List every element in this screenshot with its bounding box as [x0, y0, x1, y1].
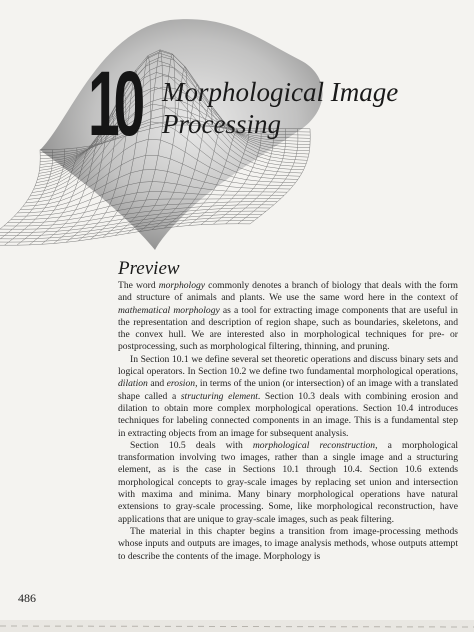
- text-run: In Section 10.1 we define several set theoretic operations and discuss binary sets and logical operators. In Section 10.2 we define two fundamental morphological operations,: [118, 353, 458, 378]
- page-number: 486: [18, 591, 36, 605]
- text-run: and: [147, 378, 167, 390]
- text-run: The word: [118, 280, 159, 291]
- preview-body: [118, 280, 458, 563]
- text-run: Section 10.5 deals with: [130, 439, 253, 451]
- paragraph: [118, 354, 458, 440]
- emphasized-term: dilation: [118, 378, 148, 390]
- emphasized-term: morphological reconstruction: [252, 439, 376, 451]
- chapter-title-line-1: Morphological Image: [162, 77, 399, 107]
- paragraph: [118, 440, 458, 526]
- text-run: , in terms of the union (or intersection) of an image with a translated shape called a: [118, 378, 459, 402]
- emphasized-term: erosion: [166, 378, 196, 390]
- text-run: . Section 10.3 deals with combining erosion and dilation to obtain more complex morphological operations. Section 10.4 introduces techniques for labeling connected components in an image. This is a fundamental step in extracting objects from an image for subsequent analysis.: [118, 390, 458, 439]
- section-heading-preview: Preview: [118, 258, 180, 279]
- text-run: , a morphological transformation involving two images, rather than a single image and a structuring element, as is the case in Sections 10.1 through 10.4. Section 10.6 extends morphological concepts to gray-scale images by replacing set union and intersection with maxima and minima. Many binary morphological operations have natural extensions to gray-scale processing. Some, like morphological reconstruction, have applications that are unique to gray-scale images, such as peak filtering.: [118, 439, 458, 525]
- paragraph: [118, 526, 458, 563]
- text-run: as a tool for extracting image components that are useful in the representation and description of region shape, such as boundaries, skeletons, and the convex hull. We are interested also in morphological techniques for pre- or postprocessing, such as morphological filtering, thinning, and pruning.: [118, 304, 458, 353]
- chapter-number: 10: [88, 53, 140, 155]
- text-run: The material in this chapter begins a transition from image-processing methods whose inputs and outputs are images, to image analysis methods, whose outputs attempt to describe the contents of the image. Morphology is: [118, 525, 458, 562]
- page-bottom-edge: [0, 620, 474, 632]
- chapter-title: [162, 76, 462, 140]
- emphasized-term: structuring element: [180, 390, 258, 402]
- paragraph: [118, 280, 458, 354]
- emphasized-term: morphology: [158, 280, 206, 291]
- text-run: commonly denotes a branch of biology that deals with the form and structure of animals and plants. We use the same word here in the context of: [118, 280, 458, 304]
- chapter-title-line-2: Processing: [162, 109, 281, 139]
- emphasized-term: mathematical morphology: [118, 304, 220, 316]
